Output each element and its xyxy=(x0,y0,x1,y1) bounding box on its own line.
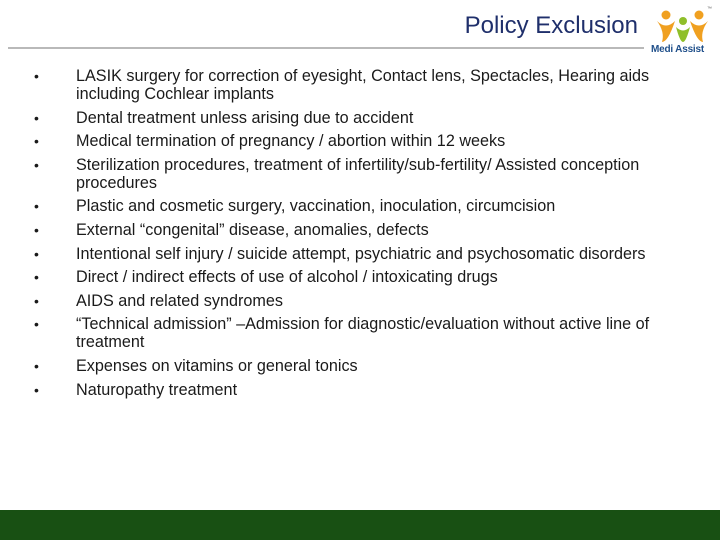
title-divider xyxy=(8,47,644,49)
list-item-text: Direct / indirect effects of use of alcohol / intoxicating drugs xyxy=(76,268,498,287)
bullet-icon: • xyxy=(34,221,39,238)
bullet-icon: • xyxy=(34,269,39,286)
list-item xyxy=(34,268,694,286)
list-item xyxy=(34,221,694,239)
list-item-text: Dental treatment unless arising due to accident xyxy=(76,108,414,127)
list-item xyxy=(34,132,694,150)
bullet-icon: • xyxy=(34,156,39,173)
bullet-icon: • xyxy=(34,198,39,215)
exclusion-list xyxy=(34,67,694,404)
list-item-text: Expenses on vitamins or general tonics xyxy=(76,356,358,375)
list-item-text: Naturopathy treatment xyxy=(76,380,238,399)
list-item xyxy=(34,67,694,103)
bullet-icon: • xyxy=(34,292,39,309)
slide-title: Policy Exclusion xyxy=(464,12,638,39)
list-item xyxy=(34,109,694,127)
logo-wordmark: Medi Assist xyxy=(651,44,705,55)
bullet-icon: • xyxy=(34,316,39,333)
bullet-icon: • xyxy=(34,109,39,126)
bullet-icon: • xyxy=(34,245,39,262)
list-item-text: LASIK surgery for correction of eyesight, Contact lens, Spectacles, Hearing aids including Cochlear implants xyxy=(76,67,650,103)
list-item-text: AIDS and related syndromes xyxy=(76,291,283,310)
bullet-icon: • xyxy=(34,357,39,374)
list-item-text: External “congenital” disease, anomalies, defects xyxy=(76,220,429,239)
trademark-mark: ™ xyxy=(707,6,712,12)
list-item xyxy=(34,357,694,375)
list-item-text: Medical termination of pregnancy / abortion within 12 weeks xyxy=(76,132,506,151)
bullet-icon: • xyxy=(34,381,39,398)
list-item xyxy=(34,292,694,310)
medi-assist-logo xyxy=(650,6,716,58)
logo-figures-icon xyxy=(654,8,712,44)
footer-bar xyxy=(0,510,720,540)
list-item-text: Sterilization procedures, treatment of infertility/sub-fertility/ Assisted conception procedures xyxy=(76,155,640,192)
list-item xyxy=(34,381,694,399)
list-item-text: Intentional self injury / suicide attempt, psychiatric and psychosomatic disorders xyxy=(76,244,646,263)
list-item xyxy=(34,245,694,263)
list-item-text: Plastic and cosmetic surgery, vaccination, inoculation, circumcision xyxy=(76,197,556,216)
list-item xyxy=(34,197,694,215)
list-item xyxy=(34,156,694,192)
bullet-icon: • xyxy=(34,133,39,150)
list-item xyxy=(34,315,694,351)
list-item-text: “Technical admission” –Admission for diagnostic/evaluation without active line of treatment xyxy=(76,315,650,352)
bullet-icon: • xyxy=(34,68,39,84)
